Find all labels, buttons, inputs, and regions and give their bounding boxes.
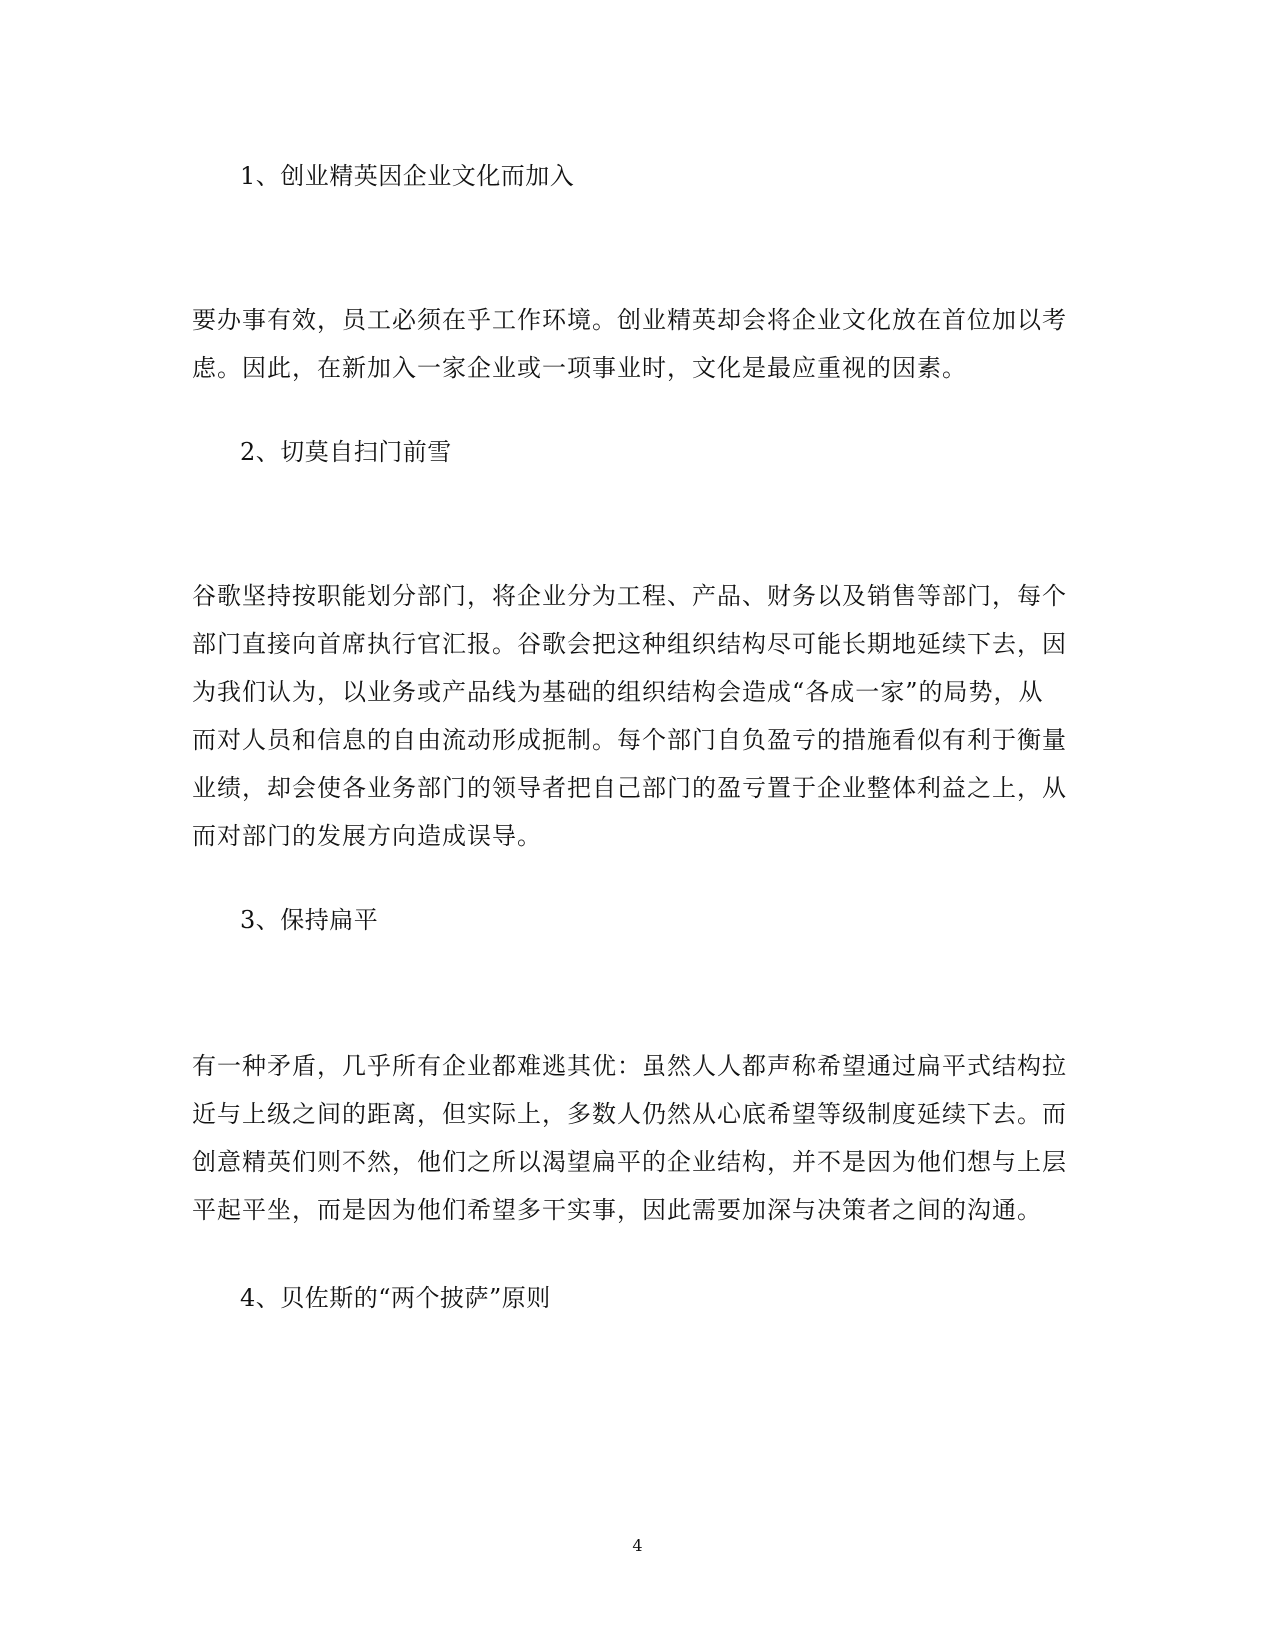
paragraph-line: 而对人员和信息的自由流动形成扼制。每个部门自负盈亏的措施看似有利于衡量: [192, 726, 1067, 754]
section-paragraph-2: [192, 572, 1072, 860]
page-number: 4: [632, 1536, 643, 1555]
section-paragraph-3: [192, 1042, 1072, 1234]
paragraph-line: 业绩，却会使各业务部门的领导者把自己部门的盈亏置于企业整体利益之上，从: [192, 774, 1067, 802]
paragraph-line: 而对部门的发展方向造成误导。: [192, 822, 542, 850]
section-heading-4: 4、贝佐斯的“两个披萨”原则: [240, 1284, 551, 1312]
section-paragraph-1: [192, 296, 1072, 392]
paragraph-line: 部门直接向首席执行官汇报。谷歌会把这种组织结构尽可能长期地延续下去，因: [192, 630, 1067, 658]
paragraph-line: 要办事有效，员工必须在乎工作环境。创业精英却会将企业文化放在首位加以考: [192, 306, 1067, 334]
section-heading-1: 1、创业精英因企业文化而加入: [240, 162, 575, 190]
paragraph-line: 有一种矛盾，几乎所有企业都难逃其优：虽然人人都声称希望通过扁平式结构拉: [192, 1052, 1067, 1080]
paragraph-line: 为我们认为，以业务或产品线为基础的组织结构会造成“各成一家”的局势，从: [192, 678, 1044, 706]
section-heading-2: 2、切莫自扫门前雪: [240, 438, 452, 466]
paragraph-line: 虑。因此，在新加入一家企业或一项事业时，文化是最应重视的因素。: [192, 354, 967, 382]
paragraph-line: 谷歌坚持按职能划分部门，将企业分为工程、产品、财务以及销售等部门，每个: [192, 582, 1067, 610]
paragraph-line: 创意精英们则不然，他们之所以渴望扁平的企业结构，并不是因为他们想与上层: [192, 1148, 1067, 1176]
section-heading-3: 3、保持扁平: [240, 906, 379, 934]
paragraph-line: 近与上级之间的距离，但实际上，多数人仍然从心底希望等级制度延续下去。而: [192, 1100, 1067, 1128]
paragraph-line: 平起平坐，而是因为他们希望多干实事，因此需要加深与决策者之间的沟通。: [192, 1196, 1042, 1224]
